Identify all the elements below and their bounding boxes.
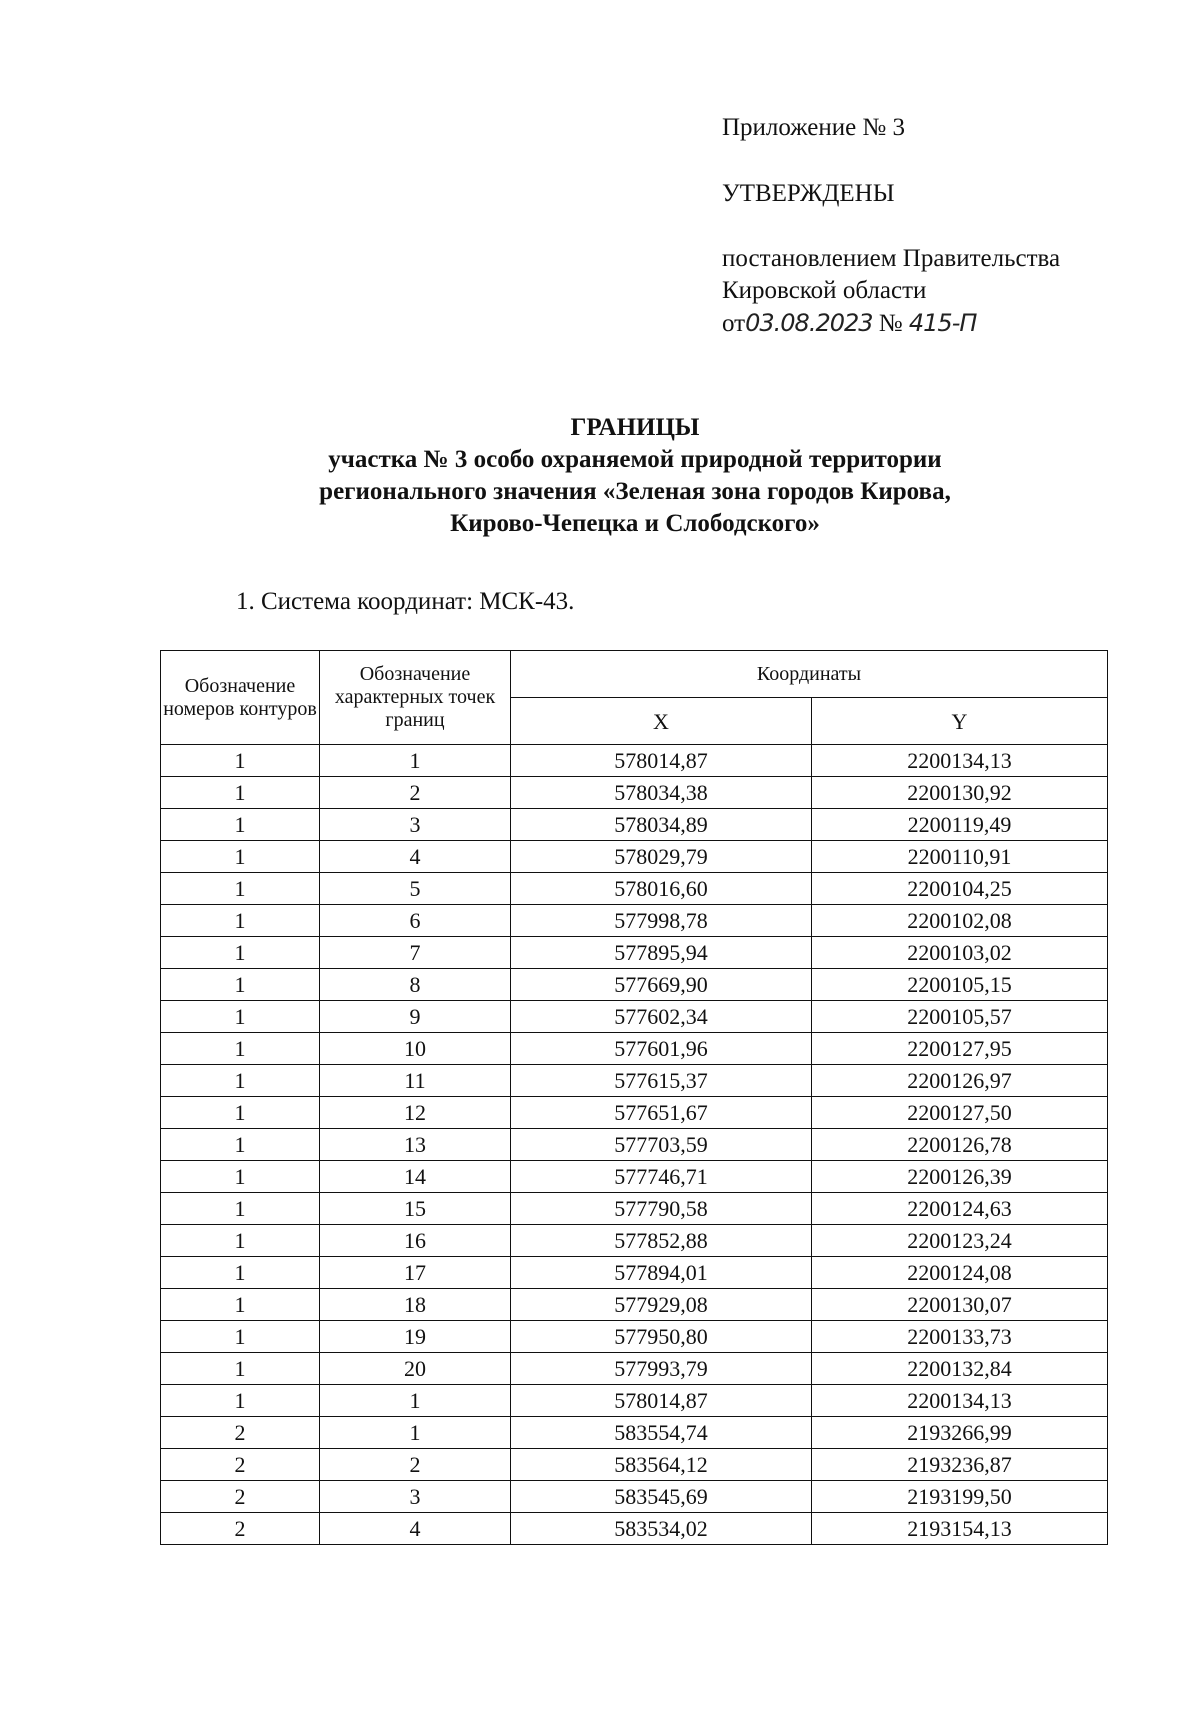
table-row bbox=[161, 1321, 1108, 1353]
cell-point: 11 bbox=[320, 1065, 511, 1097]
coordinate-system: 1. Система координат: МСК-43. bbox=[236, 588, 575, 615]
date-prefix: от bbox=[722, 310, 746, 337]
cell-y: 2200119,49 bbox=[812, 809, 1108, 841]
cell-y: 2200127,95 bbox=[812, 1033, 1108, 1065]
cell-point: 2 bbox=[320, 1449, 511, 1481]
cell-x: 577993,79 bbox=[511, 1353, 812, 1385]
cell-x: 577669,90 bbox=[511, 969, 812, 1001]
cell-y: 2200123,24 bbox=[812, 1225, 1108, 1257]
table-row bbox=[161, 1001, 1108, 1033]
cell-contour: 1 bbox=[161, 1033, 320, 1065]
table-row bbox=[161, 969, 1108, 1001]
header-y: Y bbox=[812, 698, 1108, 745]
cell-contour: 1 bbox=[161, 1257, 320, 1289]
cell-y: 2200127,50 bbox=[812, 1097, 1108, 1129]
cell-x: 578034,38 bbox=[511, 777, 812, 809]
cell-y: 2200105,15 bbox=[812, 969, 1108, 1001]
table-row bbox=[161, 1417, 1108, 1449]
table-row bbox=[161, 1257, 1108, 1289]
cell-point: 3 bbox=[320, 1481, 511, 1513]
cell-contour: 1 bbox=[161, 745, 320, 777]
cell-contour: 1 bbox=[161, 1129, 320, 1161]
cell-contour: 2 bbox=[161, 1449, 320, 1481]
cell-x: 583545,69 bbox=[511, 1481, 812, 1513]
table-row bbox=[161, 1449, 1108, 1481]
header-x: X bbox=[511, 698, 812, 745]
cell-point: 15 bbox=[320, 1193, 511, 1225]
cell-point: 16 bbox=[320, 1225, 511, 1257]
cell-contour: 1 bbox=[161, 1193, 320, 1225]
cell-contour: 1 bbox=[161, 969, 320, 1001]
cell-x: 577950,80 bbox=[511, 1321, 812, 1353]
table-row bbox=[161, 1097, 1108, 1129]
cell-y: 2200130,92 bbox=[812, 777, 1108, 809]
cell-point: 1 bbox=[320, 1417, 511, 1449]
decree-line2: Кировской области bbox=[722, 277, 927, 304]
table-row bbox=[161, 1481, 1108, 1513]
cell-y: 2200126,97 bbox=[812, 1065, 1108, 1097]
title-main: ГРАНИЦЫ bbox=[570, 414, 700, 441]
header-point: Обозначение характерных точек границ bbox=[320, 651, 511, 745]
cell-contour: 1 bbox=[161, 1161, 320, 1193]
cell-y: 2200104,25 bbox=[812, 873, 1108, 905]
cell-point: 3 bbox=[320, 809, 511, 841]
approved-label: УТВЕРЖДЕНЫ bbox=[722, 180, 895, 207]
cell-contour: 1 bbox=[161, 841, 320, 873]
cell-y: 2193154,13 bbox=[812, 1513, 1108, 1545]
cell-point: 6 bbox=[320, 905, 511, 937]
cell-y: 2200134,13 bbox=[812, 745, 1108, 777]
title-line3: Кирово-Чепецка и Слободского» bbox=[450, 510, 820, 537]
handwritten-number: 415-П bbox=[908, 309, 977, 337]
cell-y: 2200110,91 bbox=[812, 841, 1108, 873]
cell-contour: 2 bbox=[161, 1417, 320, 1449]
table-row bbox=[161, 809, 1108, 841]
table-row bbox=[161, 1193, 1108, 1225]
cell-point: 19 bbox=[320, 1321, 511, 1353]
table-row bbox=[161, 905, 1108, 937]
coordinates-table bbox=[160, 650, 1108, 1545]
document-title bbox=[200, 412, 1070, 540]
cell-contour: 1 bbox=[161, 905, 320, 937]
table-row bbox=[161, 1065, 1108, 1097]
cell-contour: 1 bbox=[161, 1225, 320, 1257]
cell-x: 578014,87 bbox=[511, 745, 812, 777]
cell-contour: 1 bbox=[161, 873, 320, 905]
cell-contour: 1 bbox=[161, 809, 320, 841]
cell-point: 12 bbox=[320, 1097, 511, 1129]
appendix-label: Приложение № 3 bbox=[722, 114, 906, 141]
header-coords: Координаты bbox=[511, 651, 1108, 698]
cell-y: 2200133,73 bbox=[812, 1321, 1108, 1353]
cell-x: 577929,08 bbox=[511, 1289, 812, 1321]
cell-x: 577651,67 bbox=[511, 1097, 812, 1129]
cell-x: 577998,78 bbox=[511, 905, 812, 937]
cell-x: 577790,58 bbox=[511, 1193, 812, 1225]
number-prefix: № bbox=[878, 310, 903, 337]
table-row bbox=[161, 1129, 1108, 1161]
cell-point: 2 bbox=[320, 777, 511, 809]
cell-y: 2193266,99 bbox=[812, 1417, 1108, 1449]
cell-point: 20 bbox=[320, 1353, 511, 1385]
cell-contour: 1 bbox=[161, 1097, 320, 1129]
table-row bbox=[161, 1353, 1108, 1385]
cell-x: 578034,89 bbox=[511, 809, 812, 841]
decree-line1: постановлением Правительства bbox=[722, 245, 1061, 272]
cell-x: 583564,12 bbox=[511, 1449, 812, 1481]
cell-point: 1 bbox=[320, 745, 511, 777]
cell-point: 10 bbox=[320, 1033, 511, 1065]
title-line2: регионального значения «Зеленая зона городов Кирова, bbox=[319, 478, 951, 505]
cell-x: 577852,88 bbox=[511, 1225, 812, 1257]
cell-contour: 2 bbox=[161, 1481, 320, 1513]
table-row bbox=[161, 873, 1108, 905]
cell-contour: 1 bbox=[161, 1065, 320, 1097]
cell-x: 583534,02 bbox=[511, 1513, 812, 1545]
cell-y: 2193199,50 bbox=[812, 1481, 1108, 1513]
cell-point: 18 bbox=[320, 1289, 511, 1321]
cell-point: 14 bbox=[320, 1161, 511, 1193]
cell-y: 2200126,78 bbox=[812, 1129, 1108, 1161]
cell-x: 577894,01 bbox=[511, 1257, 812, 1289]
cell-x: 577746,71 bbox=[511, 1161, 812, 1193]
table-row bbox=[161, 745, 1108, 777]
cell-contour: 1 bbox=[161, 1289, 320, 1321]
cell-x: 577615,37 bbox=[511, 1065, 812, 1097]
cell-contour: 1 bbox=[161, 1321, 320, 1353]
handwritten-date: 03.08.2023 bbox=[745, 309, 873, 337]
cell-point: 5 bbox=[320, 873, 511, 905]
cell-x: 578029,79 bbox=[511, 841, 812, 873]
cell-point: 8 bbox=[320, 969, 511, 1001]
cell-y: 2200130,07 bbox=[812, 1289, 1108, 1321]
cell-point: 4 bbox=[320, 1513, 511, 1545]
table-row bbox=[161, 1033, 1108, 1065]
cell-x: 578014,87 bbox=[511, 1385, 812, 1417]
cell-y: 2193236,87 bbox=[812, 1449, 1108, 1481]
cell-x: 577602,34 bbox=[511, 1001, 812, 1033]
cell-point: 4 bbox=[320, 841, 511, 873]
cell-point: 13 bbox=[320, 1129, 511, 1161]
cell-y: 2200124,63 bbox=[812, 1193, 1108, 1225]
cell-y: 2200134,13 bbox=[812, 1385, 1108, 1417]
cell-point: 17 bbox=[320, 1257, 511, 1289]
cell-point: 1 bbox=[320, 1385, 511, 1417]
cell-contour: 1 bbox=[161, 1001, 320, 1033]
table-row bbox=[161, 1385, 1108, 1417]
cell-y: 2200132,84 bbox=[812, 1353, 1108, 1385]
cell-x: 577601,96 bbox=[511, 1033, 812, 1065]
cell-contour: 1 bbox=[161, 1353, 320, 1385]
title-line1: участка № 3 особо охраняемой природной территории bbox=[328, 446, 942, 473]
cell-y: 2200103,02 bbox=[812, 937, 1108, 969]
cell-y: 2200126,39 bbox=[812, 1161, 1108, 1193]
table-row bbox=[161, 937, 1108, 969]
table-row bbox=[161, 1225, 1108, 1257]
cell-x: 577703,59 bbox=[511, 1129, 812, 1161]
table-row bbox=[161, 777, 1108, 809]
table-row bbox=[161, 1289, 1108, 1321]
cell-x: 577895,94 bbox=[511, 937, 812, 969]
header-contour: Обозначение номеров контуров bbox=[161, 651, 320, 745]
cell-contour: 1 bbox=[161, 1385, 320, 1417]
cell-contour: 1 bbox=[161, 777, 320, 809]
table-row bbox=[161, 1513, 1108, 1545]
cell-point: 7 bbox=[320, 937, 511, 969]
cell-y: 2200105,57 bbox=[812, 1001, 1108, 1033]
cell-x: 578016,60 bbox=[511, 873, 812, 905]
cell-contour: 2 bbox=[161, 1513, 320, 1545]
decree-date-line bbox=[722, 307, 976, 340]
table-row bbox=[161, 1161, 1108, 1193]
cell-point: 9 bbox=[320, 1001, 511, 1033]
cell-y: 2200102,08 bbox=[812, 905, 1108, 937]
cell-contour: 1 bbox=[161, 937, 320, 969]
cell-x: 583554,74 bbox=[511, 1417, 812, 1449]
table-row bbox=[161, 841, 1108, 873]
cell-y: 2200124,08 bbox=[812, 1257, 1108, 1289]
